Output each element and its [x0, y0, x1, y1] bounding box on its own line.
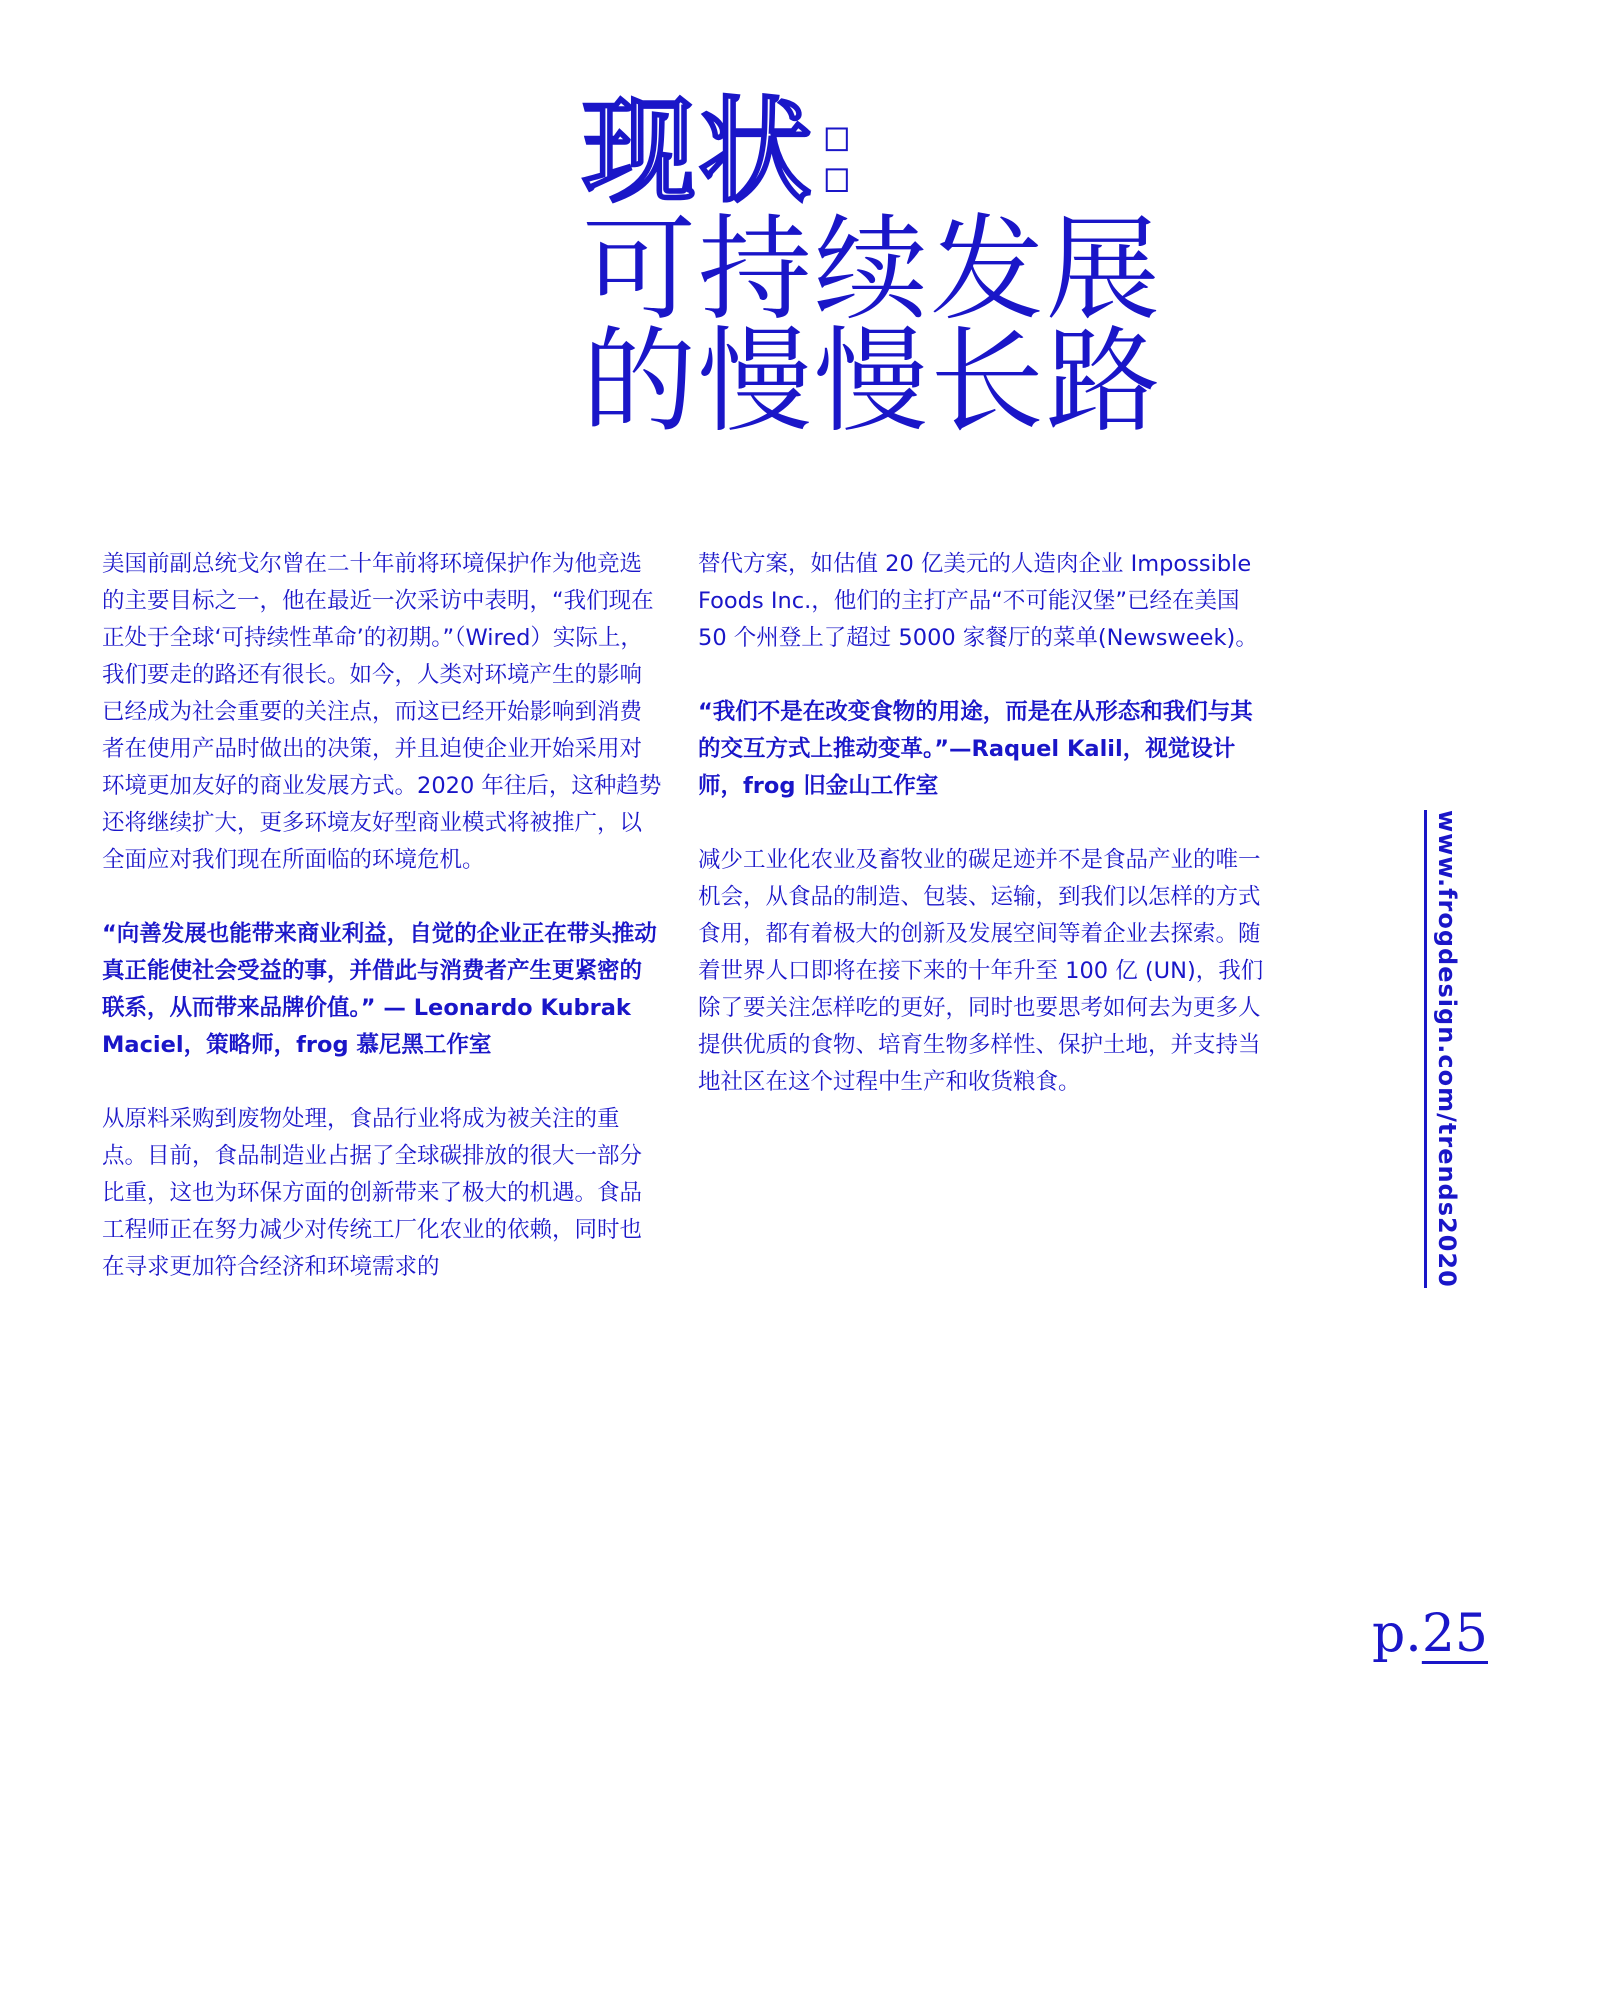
- carbon-footprint-paragraph: 减少工业化农业及畜牧业的碳足迹并不是食品产业的唯一机会，从食品的制造、包装、运输，到我们以怎样的方式食用，都有着极大的创新及发展空间等着企业去探索。随着世界人口即将在接下来的十年升至 100 亿 (UN)，我们除了要关注怎样吃的更好，同时也要思考如何去为更多人提供优质的食物、培育生物多样性、保护土地，并支持当地社区在这个过程中生产和收货粮食。: [698, 847, 1264, 1095]
- title-line-3: 的慢慢长路: [582, 315, 1163, 448]
- left-column: [102, 546, 664, 1323]
- food-industry-paragraph: 从原料采购到废物处理，食品行业将成为被关注的重点。目前，食品制造业占据了全球碳排放的很大一部分比重，这也为环保方面的创新带来了极大的机遇。食品工程师正在努力减少对传统工厂化农业的依赖，同时也在寻求更加符合经济和环境需求的: [102, 1106, 643, 1280]
- page-number-value: 25: [1421, 1604, 1488, 1664]
- sidebar-website-link[interactable]: www.frogdesign.com/trends2020: [1424, 810, 1461, 1288]
- pull-quote-maciel: [102, 916, 664, 1064]
- title-line-2: 可持续发展: [582, 203, 1163, 336]
- page-number: [1372, 1604, 1488, 1664]
- pull-quote-kalil: “我们不是在改变食物的用途，而是在从形态和我们与其的交互方式上推动变革。”—Raquel Kalil，视觉设计师，frog 旧金山工作室: [698, 699, 1253, 799]
- quote-text: “向善发展也能带来商业利益，自觉的企业正在带头推动真正能使社会受益的事，并借此与消费者产生更紧密的联系，从而带来品牌价值。” —: [102, 921, 657, 1021]
- right-column: [698, 546, 1272, 1138]
- quote-attribution: Leonardo Kubrak Maciel，策略师，frog 慕尼黑工作室: [102, 995, 631, 1058]
- page-prefix: p.: [1372, 1604, 1422, 1664]
- page-title: [582, 85, 1163, 448]
- impossible-foods-paragraph: 替代方案，如估值 20 亿美元的人造肉企业 Impossible Foods Inc.，他们的主打产品“不可能汉堡”已经在美国 50 个州登上了超过 5000 家餐厅的菜单(Newsweek)。: [698, 551, 1258, 651]
- intro-paragraph: 美国前副总统戈尔曾在二十年前将环境保护作为他竞选的主要目标之一，他在最近一次采访中表明，“我们现在正处于全球‘可持续性革命’的初期。”（Wired）实际上，我们要走的路还有很长。如今，人类对环境产生的影响已经成为社会重要的关注点，而这已经开始影响到消费者在使用产品时做出的决策，并且迫使企业开始采用对环境更加友好的商业发展方式。2020 年往后，这种趋势还将继续扩大，更多环境友好型商业模式将被推广，以全面应对我们现在所面临的环境危机。: [102, 551, 662, 873]
- title-outline-line: 现状:: [582, 85, 862, 218]
